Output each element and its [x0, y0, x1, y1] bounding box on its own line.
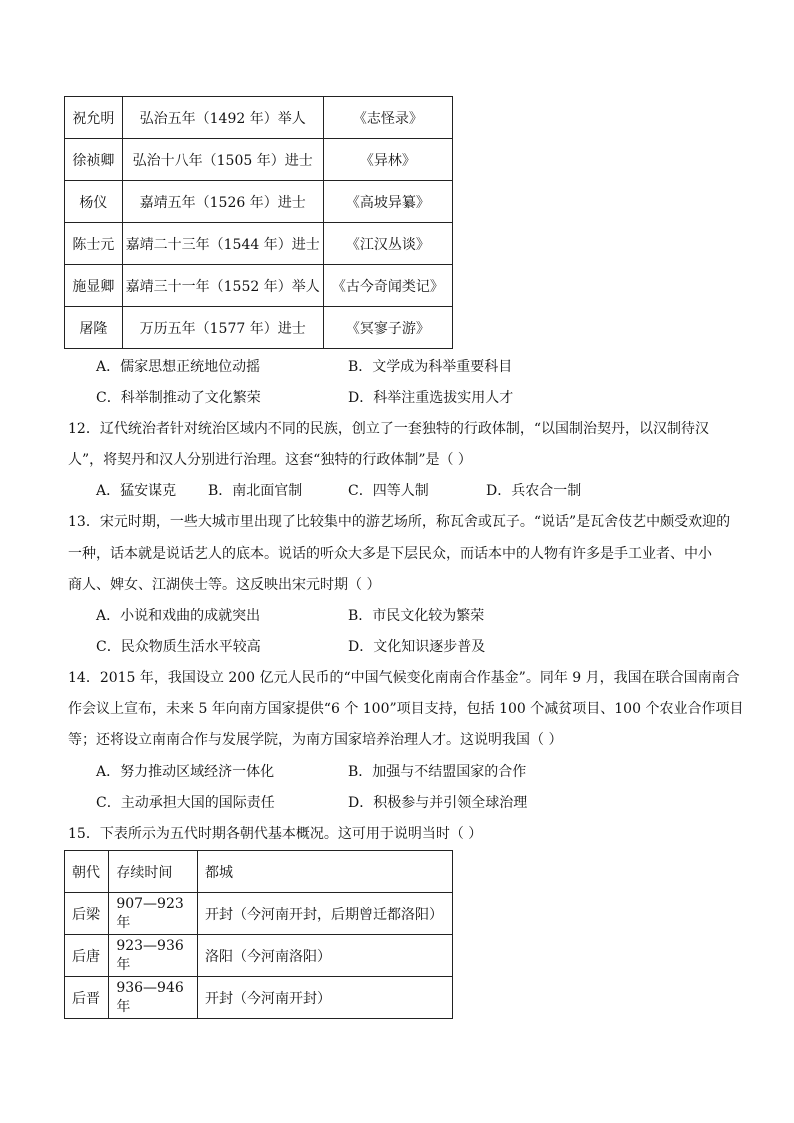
table-row — [65, 893, 453, 935]
table-row — [65, 265, 453, 307]
scholars-table — [64, 96, 453, 349]
table-row — [65, 977, 453, 1019]
table-cell-degree: 嘉靖二十三年（1544 年）进士 — [122, 223, 323, 265]
table-cell-dynasty: 后唐 — [65, 935, 109, 977]
q14-stem-line: 14．2015 年，我国设立 200 亿元人民币的“中国气候变化南南合作基金”。同年 9 月，我国在联合国南南合 — [68, 670, 740, 686]
q12-option-b[interactable]: B．南北面官制 — [208, 483, 303, 499]
q14-stem-line: 等；还将设立南南合作与发展学院，为南方国家培养治理人才。这说明我国（ ） — [68, 732, 563, 748]
table-row — [65, 97, 453, 139]
table-cell-dynasty: 后晋 — [65, 977, 109, 1019]
table-cell-name: 祝允明 — [65, 97, 123, 139]
table-cell-degree: 弘治五年（1492 年）举人 — [122, 97, 323, 139]
q11-option-a[interactable]: A．儒家思想正统地位动摇 — [96, 359, 261, 375]
table-cell-name: 杨仪 — [65, 181, 123, 223]
q15-stem-line: 15．下表所示为五代时期各朝代基本概况。这可用于说明当时（ ） — [68, 826, 483, 842]
table-cell-dynasty: 后梁 — [65, 893, 109, 935]
q13-stem-line: 商人、婢女、江湖侠士等。这反映出宋元时期（ ） — [68, 577, 381, 593]
table-row — [65, 935, 453, 977]
table-cell-name: 陈士元 — [65, 223, 123, 265]
table-cell-work: 《高坡异纂》 — [323, 181, 452, 223]
table-cell-capital: 开封（今河南开封，后期曾迁都洛阳） — [198, 893, 453, 935]
table-row — [65, 307, 453, 349]
q12-option-d[interactable]: D．兵农合一制 — [486, 483, 582, 499]
five-dynasties-table — [64, 850, 453, 1019]
q11-option-c[interactable]: C．科举制推动了文化繁荣 — [96, 390, 261, 406]
q14-option-d[interactable]: D．积极参与并引领全球治理 — [348, 795, 528, 811]
q12-stem-line: 12．辽代统治者针对统治区域内不同的民族，创立了一套独特的行政体制，“以国制治契丹，以汉制待汉 — [68, 421, 709, 437]
q13-option-c[interactable]: C．民众物质生活水平较高 — [96, 639, 261, 655]
table-header-cell: 都城 — [198, 851, 453, 893]
table-cell-name: 徐祯卿 — [65, 139, 123, 181]
q12-option-a[interactable]: A．猛安谋克 — [96, 483, 177, 499]
q11-option-b[interactable]: B．文学成为科举重要科目 — [348, 359, 513, 375]
table-header-cell: 存续时间 — [109, 851, 198, 893]
table-cell-work: 《志怪录》 — [323, 97, 452, 139]
table-cell-work: 《古今奇闻类记》 — [323, 265, 452, 307]
q11-option-d[interactable]: D．科举注重选拔实用人才 — [348, 390, 514, 406]
table-header-cell: 朝代 — [65, 851, 109, 893]
q13-stem-line: 13．宋元时期，一些大城市里出现了比较集中的游艺场所，称瓦舍或瓦子。“说话”是瓦舍伎艺中颇受欢迎的 — [68, 514, 731, 530]
table-cell-work: 《江汉丛谈》 — [323, 223, 452, 265]
q13-option-a[interactable]: A．小说和戏曲的成就突出 — [96, 608, 261, 624]
table-cell-duration: 907—923 年 — [109, 893, 198, 935]
table-row — [65, 181, 453, 223]
table-cell-name: 屠隆 — [65, 307, 123, 349]
table-cell-work: 《冥寥子游》 — [323, 307, 452, 349]
q14-stem-line: 作会议上宣布，未来 5 年向南方国家提供“6 个 100”项目支持，包括 100 个减贫项目、100 个农业合作项目 — [68, 701, 744, 717]
table-cell-degree: 嘉靖三十一年（1552 年）举人 — [122, 265, 323, 307]
table-cell-degree: 嘉靖五年（1526 年）进士 — [122, 181, 323, 223]
table-cell-capital: 开封（今河南开封） — [198, 977, 453, 1019]
table-cell-name: 施显卿 — [65, 265, 123, 307]
q12-option-c[interactable]: C．四等人制 — [348, 483, 429, 499]
q14-option-c[interactable]: C．主动承担大国的国际责任 — [96, 795, 275, 811]
q12-stem-line: 人”，将契丹和汉人分别进行治理。这套“独特的行政体制”是（ ） — [68, 452, 472, 468]
q13-stem-line: 一种，话本就是说话艺人的底本。说话的听众大多是下层民众，而话本中的人物有许多是手工业者、中小 — [68, 546, 712, 562]
q14-option-a[interactable]: A．努力推动区域经济一体化 — [96, 764, 275, 780]
q13-option-b[interactable]: B．市民文化较为繁荣 — [348, 608, 485, 624]
table-row — [65, 139, 453, 181]
table-cell-duration: 923—936 年 — [109, 935, 198, 977]
q14-option-b[interactable]: B．加强与不结盟国家的合作 — [348, 764, 527, 780]
table-header-row — [65, 851, 453, 893]
table-cell-duration: 936—946 年 — [109, 977, 198, 1019]
table-row — [65, 223, 453, 265]
q13-option-d[interactable]: D．文化知识逐步普及 — [348, 639, 486, 655]
table-cell-work: 《异林》 — [323, 139, 452, 181]
table-cell-capital: 洛阳（今河南洛阳） — [198, 935, 453, 977]
table-cell-degree: 万历五年（1577 年）进士 — [122, 307, 323, 349]
table-cell-degree: 弘治十八年（1505 年）进士 — [122, 139, 323, 181]
